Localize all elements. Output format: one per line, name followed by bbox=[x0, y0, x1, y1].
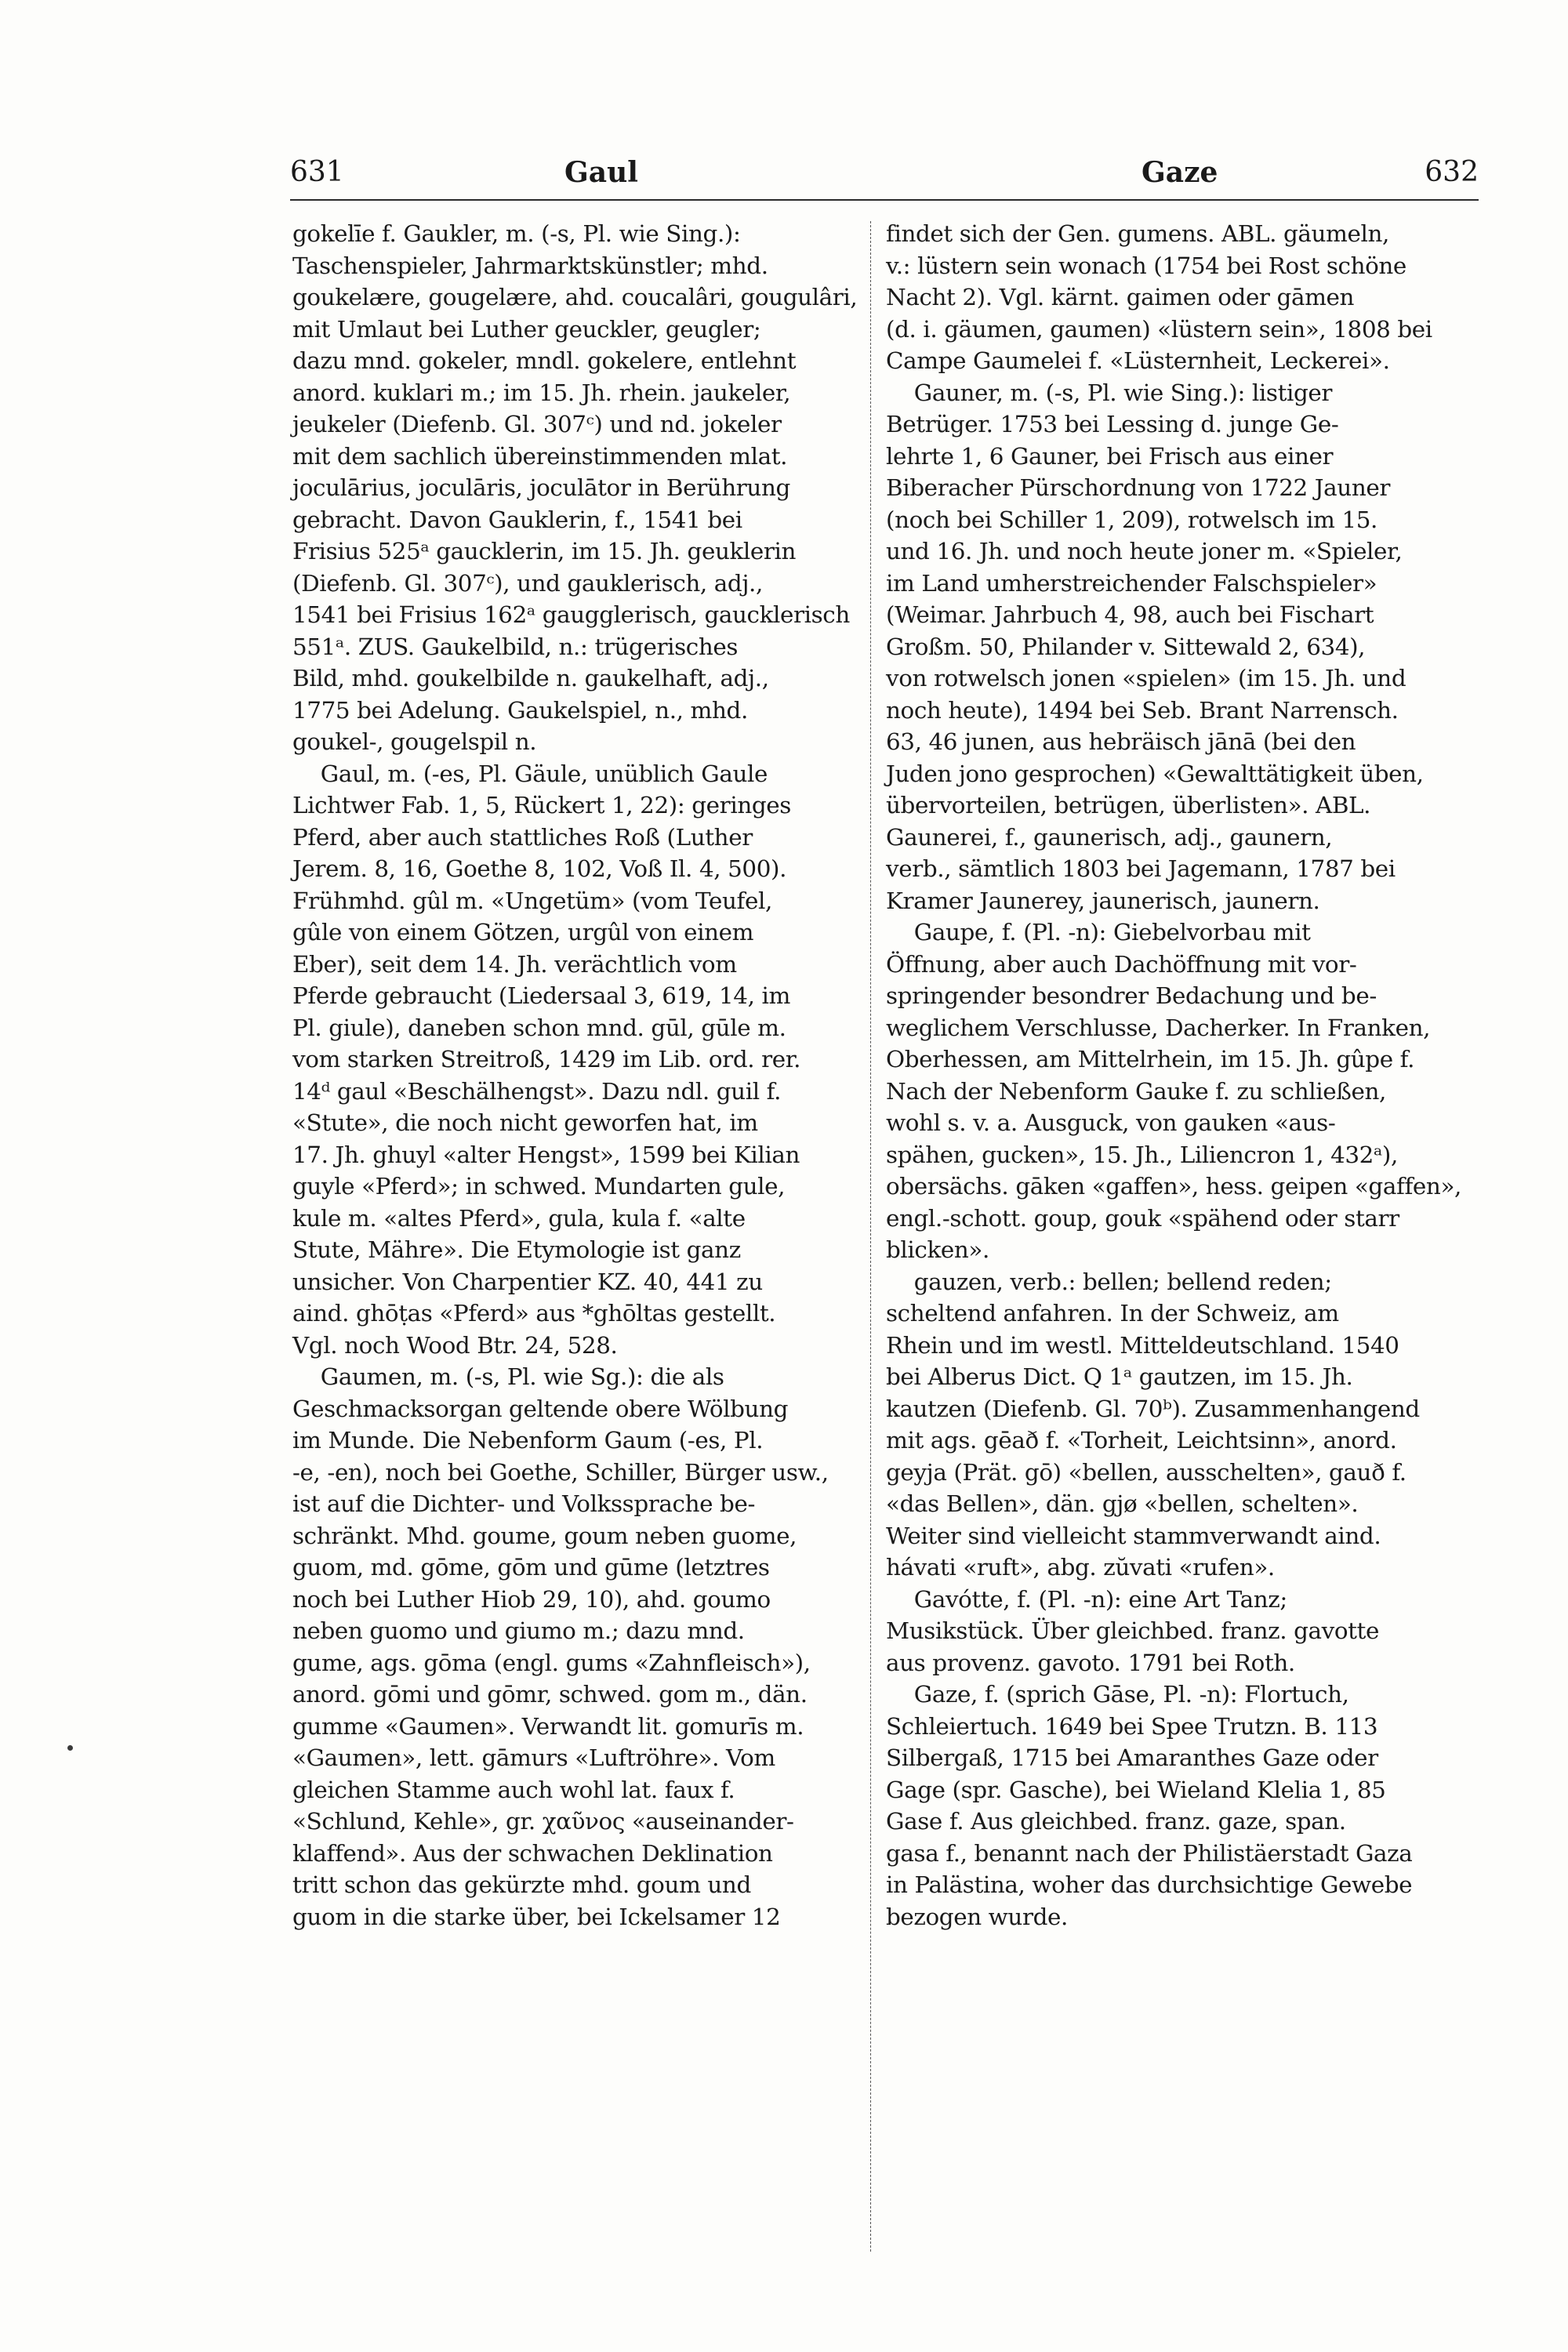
text-line: lehrte 1, 6 Gauner, bei Frisch aus einer bbox=[886, 442, 1334, 470]
text-line: ist auf die Dichter- und Volkssprache be- bbox=[292, 1490, 755, 1517]
text-line: goukelære, gougelære, ahd. coucalâri, gougulâri, bbox=[292, 284, 858, 310]
text-line: 14ᵈ gaul «Beschälhengst». Dazu ndl. guil f. bbox=[292, 1077, 782, 1105]
text-line: Frisius 525ᵃ gaucklerin, im 15. Jh. geuklerin bbox=[292, 538, 797, 564]
text-line: Jerem. 8, 16, Goethe 8, 102, Voß Il. 4, 500). bbox=[292, 855, 787, 882]
text-line: Pferde gebraucht (Liedersaal 3, 619, 14, im bbox=[292, 982, 790, 1009]
text-line: jeukeler (Diefenb. Gl. 307ᶜ) und nd. jokeler bbox=[292, 411, 782, 437]
text-line: gume, ags. gōma (engl. gums «Zahnfleisch»), bbox=[292, 1649, 811, 1676]
text-line: Pl. giule), daneben schon mnd. gūl, gūle m. bbox=[292, 1014, 786, 1041]
text-line: guom, md. gōme, gōm und gūme (letztres bbox=[292, 1554, 770, 1581]
text-line: wohl s. v. a. Ausguck, von gauken «aus- bbox=[886, 1109, 1336, 1136]
text-line: aus provenz. gavoto. 1791 bei Roth. bbox=[886, 1649, 1295, 1676]
text-line: Biberacher Pürschordnung von 1722 Jauner bbox=[886, 474, 1390, 501]
text-line: anord. kuklari m.; im 15. Jh. rhein. jaukeler, bbox=[292, 379, 791, 406]
text-line: (noch bei Schiller 1, 209), rotwelsch im 15. bbox=[886, 506, 1377, 533]
text-line: Taschenspieler, Jahrmarktskünstler; mhd. bbox=[292, 252, 768, 279]
left-column bbox=[292, 218, 871, 1933]
text-line: verb., sämtlich 1803 bei Jagemann, 1787 bei bbox=[886, 855, 1396, 882]
text-line: Gase f. Aus gleichbed. franz. gaze, span. bbox=[886, 1808, 1346, 1835]
text-line: mit Umlaut bei Luther geuckler, geugler; bbox=[292, 315, 761, 343]
text-line: übervorteilen, betrügen, überlisten». ABL. bbox=[886, 792, 1371, 818]
text-line: dazu mnd. gokeler, mndl. gokelere, entlehnt bbox=[292, 347, 797, 374]
text-line: v.: lüstern sein wonach (1754 bei Rost schöne bbox=[886, 252, 1406, 279]
text-line: Rhein und im westl. Mitteldeutschland. 1540 bbox=[886, 1331, 1399, 1359]
text-line: Betrüger. 1753 bei Lessing d. junge Ge- bbox=[886, 411, 1339, 437]
text-line: Pferd, aber auch stattliches Roß (Luther bbox=[292, 823, 753, 851]
column-divider bbox=[870, 221, 871, 2252]
right-column bbox=[886, 218, 1465, 1933]
text-line: Eber), seit dem 14. Jh. verächtlich vom bbox=[292, 950, 737, 978]
text-line: Juden jono gesprochen) «Gewalttätigkeit üben, bbox=[886, 760, 1424, 787]
text-line: findet sich der Gen. gumens. ABL. gäumeln, bbox=[886, 220, 1389, 247]
text-line: goukel-, gougelspil n. bbox=[292, 728, 537, 755]
text-line: gokelīe f. Gaukler, m. (-s, Pl. wie Sing.): bbox=[292, 220, 741, 247]
text-line: Gauner, m. (-s, Pl. wie Sing.): listiger bbox=[886, 379, 1333, 406]
guide-word-right: Gaze bbox=[1142, 156, 1218, 189]
text-line: gumme «Gaumen». Verwandt lit. gomurīs m. bbox=[292, 1712, 804, 1740]
text-line: klaffend». Aus der schwachen Deklination bbox=[292, 1839, 773, 1867]
text-line: Bild, mhd. goukelbilde n. gaukelhaft, adj., bbox=[292, 665, 769, 691]
page-number-left: 631 bbox=[290, 156, 344, 188]
text-line: mit dem sachlich übereinstimmenden mlat. bbox=[292, 442, 788, 470]
text-line: Gavótte, f. (Pl. -n): eine Art Tanz; bbox=[886, 1585, 1287, 1613]
text-line: Gaupe, f. (Pl. -n): Giebelvorbau mit bbox=[886, 919, 1311, 946]
text-line: Großm. 50, Philander v. Sittewald 2, 634), bbox=[886, 633, 1366, 660]
text-line: kule m. «altes Pferd», gula, kula f. «alte bbox=[292, 1204, 746, 1232]
text-line: im Land umherstreichender Falschspieler» bbox=[886, 569, 1377, 597]
text-line: spähen, gucken», 15. Jh., Liliencron 1, 432ᵃ), bbox=[886, 1141, 1398, 1168]
text-line: 17. Jh. ghuyl «alter Hengst», 1599 bei Kilian bbox=[292, 1141, 800, 1168]
text-line: Gaunerei, f., gaunerisch, adj., gaunern, bbox=[886, 823, 1333, 851]
text-line: Kramer Jaunerey, jaunerisch, jaunern. bbox=[886, 887, 1320, 914]
text-line: schränkt. Mhd. goume, goum neben guome, bbox=[292, 1522, 797, 1549]
text-line: obersächs. gāken «gaffen», hess. geipen «gaffen», bbox=[886, 1173, 1461, 1200]
text-line: mit ags. gēað f. «Torheit, Leichtsinn», anord. bbox=[886, 1427, 1397, 1454]
text-line: Geschmacksorgan geltende obere Wölbung bbox=[292, 1395, 789, 1422]
text-line: von rotwelsch jonen «spielen» (im 15. Jh. und bbox=[886, 665, 1406, 691]
text-line: (Diefenb. Gl. 307ᶜ), und gauklerisch, adj., bbox=[292, 569, 763, 597]
page-number-right: 632 bbox=[1425, 156, 1479, 188]
text-line: Musikstück. Über gleichbed. franz. gavotte bbox=[886, 1617, 1379, 1644]
text-line: Gage (spr. Gasche), bei Wieland Klelia 1, 85 bbox=[886, 1776, 1386, 1803]
text-line: Gaumen, m. (-s, Pl. wie Sg.): die als bbox=[292, 1363, 724, 1390]
text-line: springender besondrer Bedachung und be- bbox=[886, 982, 1377, 1009]
text-line: Weiter sind vielleicht stammverwandt aind. bbox=[886, 1522, 1381, 1549]
text-line: gasa f., benannt nach der Philistäerstadt Gaza bbox=[886, 1839, 1413, 1867]
text-line: kautzen (Diefenb. Gl. 70ᵇ). Zusammenhangend bbox=[886, 1395, 1420, 1422]
text-line: engl.-schott. goup, gouk «spähend oder starr bbox=[886, 1204, 1399, 1232]
text-line: noch bei Luther Hiob 29, 10), ahd. goumo bbox=[292, 1585, 771, 1613]
text-line: gebracht. Davon Gauklerin, f., 1541 bei bbox=[292, 506, 742, 533]
text-line: guom in die starke über, bei Ickelsamer 12 bbox=[292, 1903, 781, 1930]
text-line: bei Alberus Dict. Q 1ᵃ gautzen, im 15. Jh. bbox=[886, 1363, 1353, 1390]
text-line: Stute, Mähre». Die Etymologie ist ganz bbox=[292, 1236, 741, 1263]
guide-word-left: Gaul bbox=[564, 156, 638, 189]
text-line: Nacht 2). Vgl. kärnt. gaimen oder gāmen bbox=[886, 284, 1355, 310]
text-line: (Weimar. Jahrbuch 4, 98, auch bei Fischart bbox=[886, 601, 1374, 628]
text-line: Gaul, m. (-es, Pl. Gäule, unüblich Gaule bbox=[292, 760, 768, 787]
text-line: geyja (Prät. gō) «bellen, ausschelten», gauð f. bbox=[886, 1458, 1406, 1486]
text-line: noch heute), 1494 bei Seb. Brant Narrensch. bbox=[886, 696, 1399, 724]
text-line: im Munde. Die Nebenform Gaum (-es, Pl. bbox=[292, 1427, 764, 1454]
text-line: «Gaumen», lett. gāmurs «Luftröhre». Vom bbox=[292, 1744, 775, 1771]
text-line: Oberhessen, am Mittelrhein, im 15. Jh. gûpe f. bbox=[886, 1046, 1415, 1073]
text-line: Silbergaß, 1715 bei Amaranthes Gaze oder bbox=[886, 1744, 1378, 1771]
text-line: Öffnung, aber auch Dachöffnung mit vor- bbox=[886, 950, 1357, 978]
text-line: anord. gōmi und gōmr, schwed. gom m., dän. bbox=[292, 1681, 808, 1708]
text-line: Nach der Nebenform Gauke f. zu schließen, bbox=[886, 1077, 1386, 1105]
text-line: neben guomo und giumo m.; dazu mnd. bbox=[292, 1617, 745, 1644]
text-line: scheltend anfahren. In der Schweiz, am bbox=[886, 1300, 1339, 1327]
ink-speck bbox=[67, 1745, 73, 1751]
text-line: gleichen Stamme auch wohl lat. faux f. bbox=[292, 1776, 735, 1803]
text-line: Campe Gaumelei f. «Lüsternheit, Leckerei». bbox=[886, 347, 1390, 374]
text-line: und 16. Jh. und noch heute joner m. «Spieler, bbox=[886, 538, 1403, 564]
text-line: bezogen wurde. bbox=[886, 1903, 1068, 1930]
header-rule bbox=[290, 199, 1479, 201]
text-line: unsicher. Von Charpentier KZ. 40, 441 zu bbox=[292, 1268, 763, 1295]
text-line: gauzen, verb.: bellen; bellend reden; bbox=[886, 1268, 1332, 1295]
text-line: gûle von einem Götzen, urgûl von einem bbox=[292, 919, 754, 946]
text-line: tritt schon das gekürzte mhd. goum und bbox=[292, 1871, 751, 1898]
text-line: hávati «ruft», abg. zŭvati «rufen». bbox=[886, 1554, 1275, 1581]
text-line: joculārius, joculāris, joculātor in Berührung bbox=[292, 474, 790, 501]
text-line: weglichem Verschlusse, Dacherker. In Franken, bbox=[886, 1014, 1431, 1041]
text-line: guyle «Pferd»; in schwed. Mundarten gule, bbox=[292, 1173, 786, 1200]
text-line: aind. ghōṭas «Pferd» aus *ghōltas gestellt. bbox=[292, 1300, 776, 1327]
text-line: Gaze, f. (sprich Gāse, Pl. -n): Flortuch, bbox=[886, 1681, 1349, 1708]
text-line: 63, 46 junen, aus hebräisch jānā (bei den bbox=[886, 728, 1356, 755]
text-line: 1775 bei Adelung. Gaukelspiel, n., mhd. bbox=[292, 696, 748, 724]
text-line: «Schlund, Kehle», gr. χαῦνος «auseinander- bbox=[292, 1808, 794, 1835]
text-line: vom starken Streitroß, 1429 im Lib. ord. rer. bbox=[292, 1046, 801, 1073]
text-line: Schleiertuch. 1649 bei Spee Trutzn. B. 113 bbox=[886, 1712, 1378, 1740]
running-head bbox=[290, 155, 1479, 199]
text-line: «Stute», die noch nicht geworfen hat, im bbox=[292, 1109, 758, 1136]
text-line: -e, -en), noch bei Goethe, Schiller, Bürger usw., bbox=[292, 1458, 829, 1486]
text-line: 1541 bei Frisius 162ᵃ gaugglerisch, gaucklerisch bbox=[292, 601, 850, 628]
text-line: in Palästina, woher das durchsichtige Gewebe bbox=[886, 1871, 1413, 1898]
text-line: «das Bellen», dän. gjø «bellen, schelten». bbox=[886, 1490, 1359, 1517]
text-line: Frühmhd. gûl m. «Ungetüm» (vom Teufel, bbox=[292, 887, 772, 914]
text-line: blicken». bbox=[886, 1236, 989, 1263]
text-line: Vgl. noch Wood Btr. 24, 528. bbox=[292, 1331, 618, 1359]
text-line: (d. i. gäumen, gaumen) «lüstern sein», 1808 bei bbox=[886, 315, 1432, 343]
text-line: Lichtwer Fab. 1, 5, Rückert 1, 22): geringes bbox=[292, 792, 791, 818]
text-line: 551ᵃ. ZUS. Gaukelbild, n.: trügerisches bbox=[292, 633, 739, 660]
